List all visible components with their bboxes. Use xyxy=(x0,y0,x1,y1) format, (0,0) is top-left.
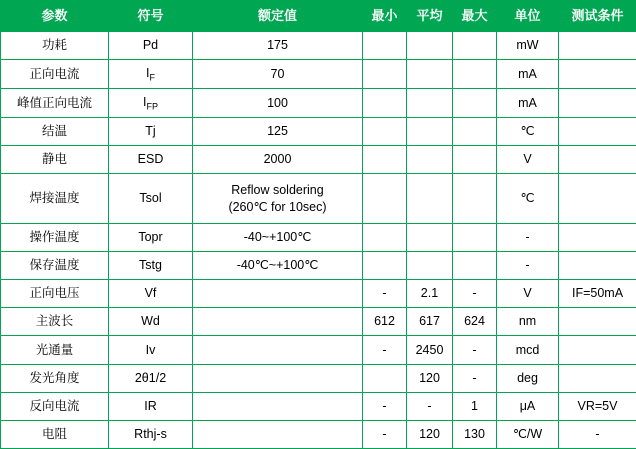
cell-test-condition xyxy=(559,89,636,118)
table-row xyxy=(1,60,636,89)
cell-min xyxy=(363,32,407,60)
symbol-text: IR xyxy=(144,398,157,413)
cell-rated-value: -40~+100℃ xyxy=(193,223,363,251)
symbol-text: 2θ1/2 xyxy=(134,370,167,385)
cell-param: 峰值正向电流 xyxy=(1,89,109,118)
cell-min xyxy=(363,364,407,392)
table-row xyxy=(1,308,636,336)
cell-test-condition xyxy=(559,146,636,174)
cell-typical xyxy=(407,32,453,60)
cell-symbol xyxy=(109,308,193,336)
cell-unit: mW xyxy=(497,32,559,60)
cell-symbol xyxy=(109,420,193,448)
cell-param: 发光角度 xyxy=(1,364,109,392)
header-cell-unit: 单位 xyxy=(497,1,559,32)
cell-min: 612 xyxy=(363,308,407,336)
symbol-text: Tstg xyxy=(139,258,162,273)
cell-symbol xyxy=(109,32,193,60)
symbol-text: I xyxy=(146,66,150,81)
cell-test-condition xyxy=(559,174,636,224)
symbol-subscript: F xyxy=(149,72,155,83)
cell-max xyxy=(453,32,497,60)
cell-symbol xyxy=(109,174,193,224)
cell-typical xyxy=(407,252,453,280)
symbol-text: Tsol xyxy=(139,191,162,206)
cell-typical xyxy=(407,89,453,118)
cell-param: 光通量 xyxy=(1,336,109,364)
symbol-text: ESD xyxy=(137,152,164,167)
cell-rated-value: -40℃~+100℃ xyxy=(193,252,363,280)
symbol-text: Wd xyxy=(141,314,160,329)
cell-min xyxy=(363,252,407,280)
cell-rated-value: 125 xyxy=(193,117,363,145)
cell-max xyxy=(453,223,497,251)
cell-param: 电阻 xyxy=(1,420,109,448)
cell-unit: mA xyxy=(497,89,559,118)
cell-unit: nm xyxy=(497,308,559,336)
cell-rated-value xyxy=(193,336,363,364)
cell-min xyxy=(363,223,407,251)
cell-unit: V xyxy=(497,146,559,174)
cell-rated-value xyxy=(193,392,363,420)
cell-test-condition xyxy=(559,117,636,145)
header-row xyxy=(1,1,636,32)
cell-symbol xyxy=(109,336,193,364)
cell-rated-value xyxy=(193,174,363,224)
symbol-text: Rthj-s xyxy=(134,426,167,441)
symbol-text: Vf xyxy=(144,286,157,301)
cell-param: 操作温度 xyxy=(1,223,109,251)
cell-rated-value: 100 xyxy=(193,89,363,118)
table-row xyxy=(1,89,636,118)
cell-max xyxy=(453,117,497,145)
cell-max: 624 xyxy=(453,308,497,336)
cell-test-condition: IF=50mA xyxy=(559,280,636,308)
table-header xyxy=(1,1,636,32)
table-row xyxy=(1,364,636,392)
cell-param: 保存温度 xyxy=(1,252,109,280)
cell-param: 正向电压 xyxy=(1,280,109,308)
cell-param: 反向电流 xyxy=(1,392,109,420)
cell-max xyxy=(453,252,497,280)
header-cell-typ: 平均 xyxy=(407,1,453,32)
symbol-text: I xyxy=(143,95,147,110)
table-row xyxy=(1,146,636,174)
header-cell-rated: 额定值 xyxy=(193,1,363,32)
cell-rated-value: 2000 xyxy=(193,146,363,174)
cell-typical: 120 xyxy=(407,420,453,448)
cell-max xyxy=(453,146,497,174)
header-cell-symbol: 符号 xyxy=(109,1,193,32)
cell-min xyxy=(363,89,407,118)
symbol-text: Pd xyxy=(142,38,159,53)
cell-typical: - xyxy=(407,392,453,420)
cell-typical xyxy=(407,117,453,145)
cell-param: 功耗 xyxy=(1,32,109,60)
cell-param: 静电 xyxy=(1,146,109,174)
cell-test-condition xyxy=(559,32,636,60)
cell-test-condition xyxy=(559,336,636,364)
cell-unit: deg xyxy=(497,364,559,392)
cell-min xyxy=(363,174,407,224)
cell-rated-value xyxy=(193,308,363,336)
cell-max: - xyxy=(453,336,497,364)
cell-symbol xyxy=(109,146,193,174)
cell-typical xyxy=(407,146,453,174)
header-cell-cond: 测试条件 xyxy=(559,1,636,32)
table-row xyxy=(1,174,636,224)
table-row xyxy=(1,252,636,280)
cell-symbol xyxy=(109,364,193,392)
header-cell-param: 参数 xyxy=(1,1,109,32)
cell-min xyxy=(363,146,407,174)
table-row xyxy=(1,32,636,60)
cell-unit: - xyxy=(497,252,559,280)
cell-unit: mA xyxy=(497,60,559,89)
cell-min: - xyxy=(363,420,407,448)
cell-typical xyxy=(407,223,453,251)
table-row xyxy=(1,420,636,448)
cell-max: - xyxy=(453,364,497,392)
cell-rated-value xyxy=(193,364,363,392)
cell-max: 130 xyxy=(453,420,497,448)
cell-symbol xyxy=(109,117,193,145)
cell-test-condition xyxy=(559,252,636,280)
cell-rated-value xyxy=(193,280,363,308)
symbol-subscript: FP xyxy=(146,101,158,112)
cell-param: 主波长 xyxy=(1,308,109,336)
cell-param: 焊接温度 xyxy=(1,174,109,224)
cell-unit: V xyxy=(497,280,559,308)
table-row xyxy=(1,117,636,145)
cell-test-condition xyxy=(559,223,636,251)
symbol-text: Topr xyxy=(138,230,163,245)
cell-symbol xyxy=(109,60,193,89)
cell-typical: 2.1 xyxy=(407,280,453,308)
cell-symbol xyxy=(109,280,193,308)
cell-max xyxy=(453,174,497,224)
header-cell-min: 最小 xyxy=(363,1,407,32)
table-body xyxy=(1,32,636,449)
rated-line-2: (260℃ for 10sec) xyxy=(228,199,327,214)
cell-typical: 617 xyxy=(407,308,453,336)
cell-rated-value xyxy=(193,420,363,448)
cell-typical xyxy=(407,174,453,224)
cell-param: 结温 xyxy=(1,117,109,145)
table-row xyxy=(1,336,636,364)
cell-rated-value: 70 xyxy=(193,60,363,89)
cell-typical xyxy=(407,60,453,89)
cell-test-condition xyxy=(559,364,636,392)
cell-min: - xyxy=(363,280,407,308)
cell-max: - xyxy=(453,280,497,308)
symbol-text: Iv xyxy=(145,342,156,357)
cell-unit: ℃ xyxy=(497,174,559,224)
cell-test-condition: - xyxy=(559,420,636,448)
cell-max xyxy=(453,89,497,118)
cell-test-condition xyxy=(559,308,636,336)
cell-min xyxy=(363,117,407,145)
table-row xyxy=(1,392,636,420)
cell-unit: μA xyxy=(497,392,559,420)
cell-test-condition xyxy=(559,60,636,89)
cell-max: 1 xyxy=(453,392,497,420)
cell-unit: ℃/W xyxy=(497,420,559,448)
cell-typical: 120 xyxy=(407,364,453,392)
cell-min: - xyxy=(363,392,407,420)
cell-unit: - xyxy=(497,223,559,251)
cell-min: - xyxy=(363,336,407,364)
cell-max xyxy=(453,60,497,89)
symbol-text: Tj xyxy=(145,124,156,139)
cell-symbol xyxy=(109,223,193,251)
cell-test-condition: VR=5V xyxy=(559,392,636,420)
table-row xyxy=(1,223,636,251)
header-cell-max: 最大 xyxy=(453,1,497,32)
rated-line-1: Reflow soldering xyxy=(231,182,324,197)
cell-min xyxy=(363,60,407,89)
table-row xyxy=(1,280,636,308)
cell-rated-value: 175 xyxy=(193,32,363,60)
cell-symbol xyxy=(109,392,193,420)
cell-typical: 2450 xyxy=(407,336,453,364)
cell-unit: ℃ xyxy=(497,117,559,145)
cell-symbol xyxy=(109,252,193,280)
cell-param: 正向电流 xyxy=(1,60,109,89)
cell-unit: mcd xyxy=(497,336,559,364)
cell-symbol xyxy=(109,89,193,118)
